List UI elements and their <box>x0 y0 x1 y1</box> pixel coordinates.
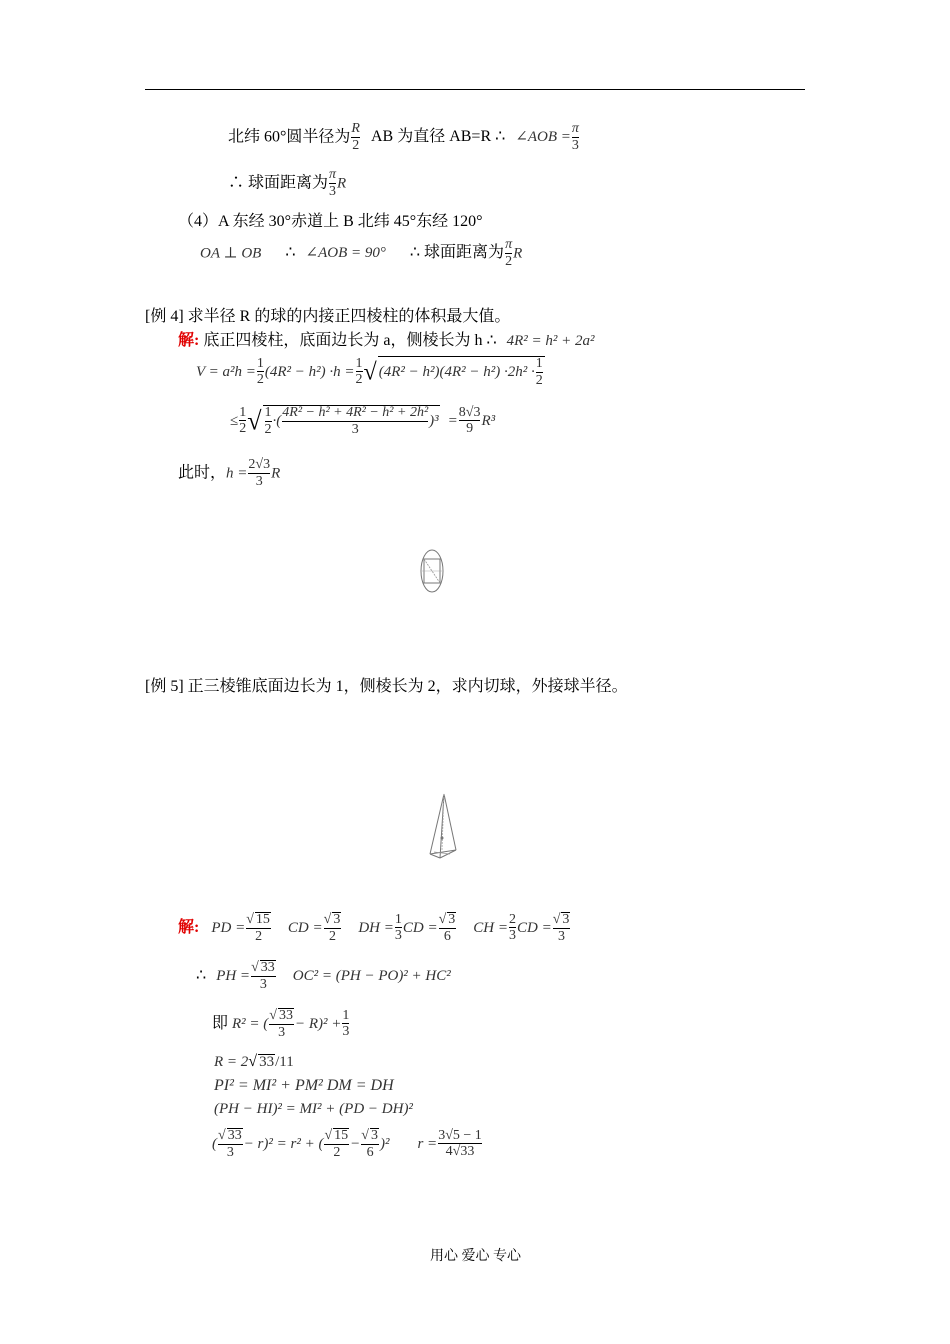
solution-label: 解: <box>178 332 200 349</box>
num: 1 <box>355 355 363 371</box>
fraction <box>438 1129 482 1160</box>
math: CD = <box>287 919 323 936</box>
den: 2 <box>264 421 272 437</box>
den: 2 <box>324 928 342 945</box>
den: 9 <box>459 420 481 437</box>
ex5-line3 <box>212 1008 350 1040</box>
den: 6 <box>361 1144 379 1161</box>
math: − <box>350 1135 361 1152</box>
fraction <box>459 406 481 437</box>
num: 1 <box>256 355 264 371</box>
part4-heading: （4）A 东经 30°赤道上 B 北纬 45°东经 120° <box>178 213 483 230</box>
den: 3 <box>571 137 579 153</box>
radicand: 33 <box>227 1128 242 1143</box>
num: 2√3 <box>248 457 271 472</box>
solution-label: 解: <box>178 918 200 936</box>
den: 3 <box>218 1144 243 1161</box>
math: 4R² = h² + 2a² <box>506 333 595 349</box>
radicand: 15 <box>334 1128 349 1143</box>
math: /11 <box>275 1054 294 1070</box>
den: 2 <box>324 1144 349 1161</box>
radicand: 15 <box>255 912 270 927</box>
var: R <box>337 175 347 192</box>
ex4-line1 <box>178 333 595 349</box>
radicand: 3 <box>370 1128 378 1143</box>
latitude-line <box>228 122 580 153</box>
fraction: $\frac{√ 15}{2}$ <box>324 1128 349 1160</box>
radicand: 3 <box>333 912 341 927</box>
math: DH = <box>358 919 394 936</box>
ex5-pi <box>214 1078 394 1094</box>
text: 即 <box>212 1014 229 1032</box>
math: R <box>271 465 281 482</box>
ex5-last <box>212 1128 483 1160</box>
radicand: 3 <box>448 912 456 927</box>
den: 2 <box>256 372 264 388</box>
ex4-volume: V = a²h = $\frac{1}{2}$ (4R² − h²) ·h = $\frac{1}{2}$ √ (4R² − h²)(4R² − h²) ·2h² · $\frac{1}{2}$ <box>196 355 543 388</box>
math: − r)² = r² + ( <box>243 1135 324 1152</box>
fraction <box>505 238 512 269</box>
math: r = <box>417 1135 438 1152</box>
math: PD = <box>211 919 246 936</box>
math: (4R² − h²)(4R² − h²) ·2h² · <box>378 364 535 381</box>
den: 3 <box>248 473 270 490</box>
sphere-prism-figure <box>418 548 446 594</box>
math: OA ⊥ OB <box>200 245 262 262</box>
fraction <box>351 122 360 153</box>
den: 3 <box>553 928 571 945</box>
fraction <box>342 1009 349 1040</box>
page-footer: 用心 爱心 专心 <box>430 1249 521 1264</box>
fraction: $\frac{√ 33}{3}$ <box>251 960 275 992</box>
fraction <box>536 357 543 388</box>
math: ∠AOB = 90° <box>305 245 386 262</box>
text: ∴ 球面距离为 <box>228 174 329 192</box>
fraction: $\frac{√ 33}{3}$ <box>269 1008 293 1040</box>
ex5-ph <box>214 1101 413 1117</box>
num: 1 <box>342 1007 350 1023</box>
text: 北纬 60°圆半径为 <box>228 128 351 146</box>
radicand: 33 <box>278 1008 293 1023</box>
fraction: $\frac{√ 15}{2}$ <box>246 912 270 944</box>
math: = <box>447 413 458 430</box>
header-rule <box>145 89 805 90</box>
den: 3 <box>269 1024 294 1041</box>
perpendicular-line <box>200 238 522 269</box>
den: 4√33 <box>438 1143 482 1160</box>
math: PH = <box>216 967 251 984</box>
therefore: ∴ <box>196 966 207 984</box>
angle: ∠AOB = <box>515 129 571 146</box>
text: 底正四棱柱，底面边长为 a，侧棱长为 h ∴ <box>203 332 497 349</box>
example-4-title: [例 4] 求半径 R 的球的内接正四棱柱的体积最大值。 <box>145 308 511 325</box>
num: R <box>351 121 360 136</box>
math: CD = <box>402 919 438 936</box>
math: PI² = MI² + PM² DM = DH <box>214 1077 394 1094</box>
fraction <box>239 406 246 437</box>
den: 6 <box>439 928 457 945</box>
fraction <box>572 122 579 153</box>
den: 2 <box>239 421 247 437</box>
fraction: $\frac{√ 33}{3}$ <box>218 1128 242 1160</box>
fraction <box>329 168 336 199</box>
math: OC² = (PH − PO)² + HC² <box>292 967 451 984</box>
fraction <box>257 357 264 388</box>
fraction <box>282 406 428 437</box>
math: )³ <box>429 413 439 430</box>
num: 1 <box>264 405 272 420</box>
le: ≤ <box>230 413 239 430</box>
math: h = <box>226 465 248 482</box>
num: 4R² − h² + 4R² − h² + 2h² <box>282 405 429 420</box>
num: 1 <box>535 356 543 371</box>
fraction: $\frac{√ 3}{3}$ <box>552 912 570 944</box>
den: 3 <box>342 1024 350 1040</box>
text: ∴ 球面距离为 <box>409 244 505 262</box>
text: 此时， <box>178 464 227 482</box>
math: CD = <box>516 919 552 936</box>
math: (4R² − h²) ·h = <box>264 364 355 381</box>
num: π <box>571 121 579 136</box>
pyramid-figure <box>420 788 464 874</box>
distance-line <box>228 168 346 199</box>
text: AB 为直径 AB=R ∴ <box>370 128 506 146</box>
fraction <box>248 458 270 489</box>
radicand: 33 <box>260 960 275 975</box>
den: 3 <box>329 183 337 199</box>
math: R² = ( <box>232 1015 269 1032</box>
radicand: 3 <box>562 912 570 927</box>
math: CH = <box>473 919 508 936</box>
num: 1 <box>239 404 247 420</box>
den: 2 <box>355 372 363 388</box>
math: (PH − HI)² = MI² + (PD − DH)² <box>214 1101 413 1117</box>
fraction <box>356 357 363 388</box>
den: 2 <box>535 372 543 388</box>
fraction <box>265 406 272 437</box>
math: ·( <box>272 413 282 430</box>
den: 2 <box>246 928 271 945</box>
ex4-bound: ≤ $\frac{1}{2}$ √ $\frac{1}{2}$ ·( $\frac{\text{4R² − h² + 4R² − h² + 2h²}}{3}$ )³ = $\frac{8√3}{9}$ R³ <box>230 404 496 437</box>
den: 3 <box>282 421 428 438</box>
num: 8√3 <box>458 404 481 420</box>
radical <box>263 405 440 437</box>
fraction: $\frac{√ 3}{6}$ <box>361 1128 378 1160</box>
math: − R)² + <box>294 1015 342 1032</box>
math: ( <box>212 1135 217 1152</box>
num: 3√5 − 1 <box>438 1127 482 1143</box>
math: R = 2 <box>214 1054 249 1070</box>
fraction: $\frac{√ 3}{6}$ <box>438 912 456 944</box>
den: 3 <box>508 928 516 944</box>
math: )² <box>379 1135 390 1152</box>
den: 2 <box>505 253 513 269</box>
den: 2 <box>352 137 360 153</box>
ex5-line2 <box>196 960 451 992</box>
fraction: $\frac{√ 3}{2}$ <box>323 912 341 944</box>
num: π <box>329 167 337 182</box>
math: R³ <box>481 413 496 430</box>
num: 1 <box>394 911 402 927</box>
radical <box>378 356 545 388</box>
num: π <box>505 237 513 252</box>
var: R <box>513 245 523 262</box>
example-5-title: [例 5] 正三棱锥底面边长为 1，侧棱长为 2，求内切球，外接球半径。 <box>145 678 628 695</box>
ex5-line1 <box>178 912 571 944</box>
radicand: 33 <box>259 1054 275 1070</box>
den: 3 <box>394 928 402 944</box>
fraction <box>509 913 516 944</box>
ex4-then <box>178 458 280 489</box>
ex5-R: R = 2√ 33/11 <box>214 1053 294 1070</box>
fraction <box>395 913 402 944</box>
num: 2 <box>508 911 516 927</box>
den: 3 <box>251 976 276 993</box>
therefore: ∴ <box>285 244 296 262</box>
math: V = a²h = <box>196 364 256 381</box>
